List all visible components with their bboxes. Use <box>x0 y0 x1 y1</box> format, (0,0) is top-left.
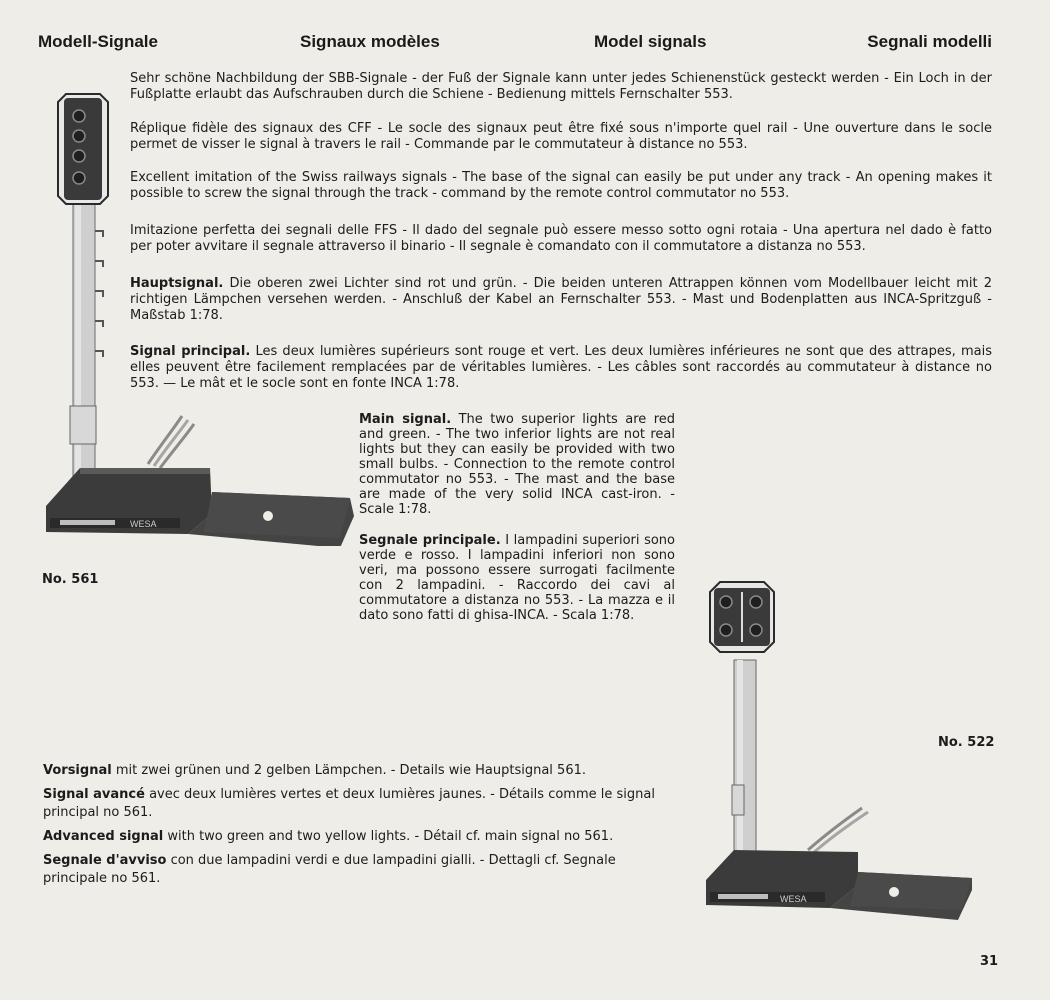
signal-522-illustration <box>700 580 980 925</box>
advanced-signal-it <box>43 852 677 888</box>
advanced-signal-en <box>43 828 677 846</box>
main-signal-it-label: Segnale principale. <box>359 533 501 548</box>
intro-it: Imitazione perfetta dei segnali delle FFS - Il dado del segnale può essere messo sotto ogni rotaia - Una apertura nel dado è fatto per poter avvitare il segnale attraverso il binario - Il segnale è comandato con il commutatore a distanza no 553. <box>130 223 992 254</box>
main-signal-en-text: The two superior lights are red and green. - The two inferior lights are not real lights but they can easily be provided with two small bulbs. - Connection to the remote control commutator no 553. - The mast and the base are made of the very solid INCA cast-iron. - Scale 1:78. <box>359 412 676 517</box>
advanced-signal-it-text: con due lampadini verdi e due lampadini gialli. - Dettagli cf. Segnale principale no 561. <box>43 853 616 886</box>
page-number: 31 <box>980 954 999 969</box>
advanced-signal-de <box>43 762 677 780</box>
advanced-signal-de-label: Vorsignal <box>43 763 112 778</box>
advanced-signal-en-text: with two green and two yellow lights. - Détail cf. main signal no 561. <box>163 829 614 844</box>
header-fr: Signaux modèles <box>300 32 440 51</box>
signal-561-illustration <box>40 86 360 546</box>
header-it: Segnali modelli <box>867 32 992 51</box>
advanced-signal-it-label: Segnale d'avviso <box>43 853 167 868</box>
intro-de: Sehr schöne Nachbildung der SBB-Signale - der Fuß der Signale kann unter jedes Schienenstück gesteckt werden - Ein Loch in der Fußplatte erlaubt das Aufschrauben durch die Schiene - Bedienung mittels Fernschalter 553. <box>130 71 992 102</box>
intro-fr: Réplique fidèle des signaux des CFF - Le socle des signaux peut être fixé sous n'importe quel rail - Une ouverture dans le socle permet de visser le signal à travers le rail - Commande par le commutateur à distance no 553. <box>130 121 992 152</box>
main-signal-de-text: Die oberen zwei Lichter sind rot und grün. - Die beiden unteren Attrappen können vom Modellbauer leicht mit 2 richtigen Lämpchen versehen werden. - Anschluß der Kabel an Fernschalter 553. - Mast und Bodenplatten aus INCA-Spritzguß - Maßstab 1:78. <box>130 276 992 323</box>
caption-522: No. 522 <box>938 735 995 750</box>
header-en: Model signals <box>594 32 707 51</box>
brand-label-561: WESA <box>130 519 157 529</box>
main-signal-fr-label: Signal principal. <box>130 344 251 359</box>
advanced-signal-fr-text: avec deux lumières vertes et deux lumières jaunes. - Détails comme le signal principal no 561. <box>43 787 655 820</box>
brand-label-522: WESA <box>780 894 807 904</box>
main-signal-fr-text: Les deux lumières supérieurs sont rouge et vert. Les deux lumières inférieures ne sont que des attrapes, mais elles peuvent être facilement remplacées par de véritables lumières. - Les câbles sont raccordés au commutateur à distance no 553. — Le mât et le socle sont en fonte INCA 1:78. <box>130 344 992 391</box>
main-signal-en <box>359 412 675 517</box>
advanced-signal-de-text: mit zwei grünen und 2 gelben Lämpchen. - Details wie Hauptsignal 561. <box>111 763 586 778</box>
main-signal-it-text: I lampadini superiori sono verde e rosso. I lampadini inferiori non sono veri, ma possono essere surrogati facilmente con 2 lampadini. - Raccordo dei cavi al commutatore a distanza no 553. - La mazza e il dato sono fatti di ghisa-INCA. - Scala 1:78. <box>359 533 675 623</box>
intro-en: Excellent imitation of the Swiss railways signals - The base of the signal can easily be put under any track - An opening makes it possible to screw the signal through the track - command by the remote control commutator no 553. <box>130 170 992 201</box>
main-signal-it <box>359 533 675 623</box>
main-signal-de-label: Hauptsignal. <box>130 276 224 291</box>
caption-561: No. 561 <box>42 572 99 587</box>
advanced-signal-block <box>43 762 677 894</box>
main-signal-en-label: Main signal. <box>359 412 452 427</box>
advanced-signal-en-label: Advanced signal <box>43 829 164 844</box>
advanced-signal-fr <box>43 786 677 822</box>
header-de: Modell-Signale <box>38 32 158 51</box>
advanced-signal-fr-label: Signal avancé <box>43 787 145 802</box>
